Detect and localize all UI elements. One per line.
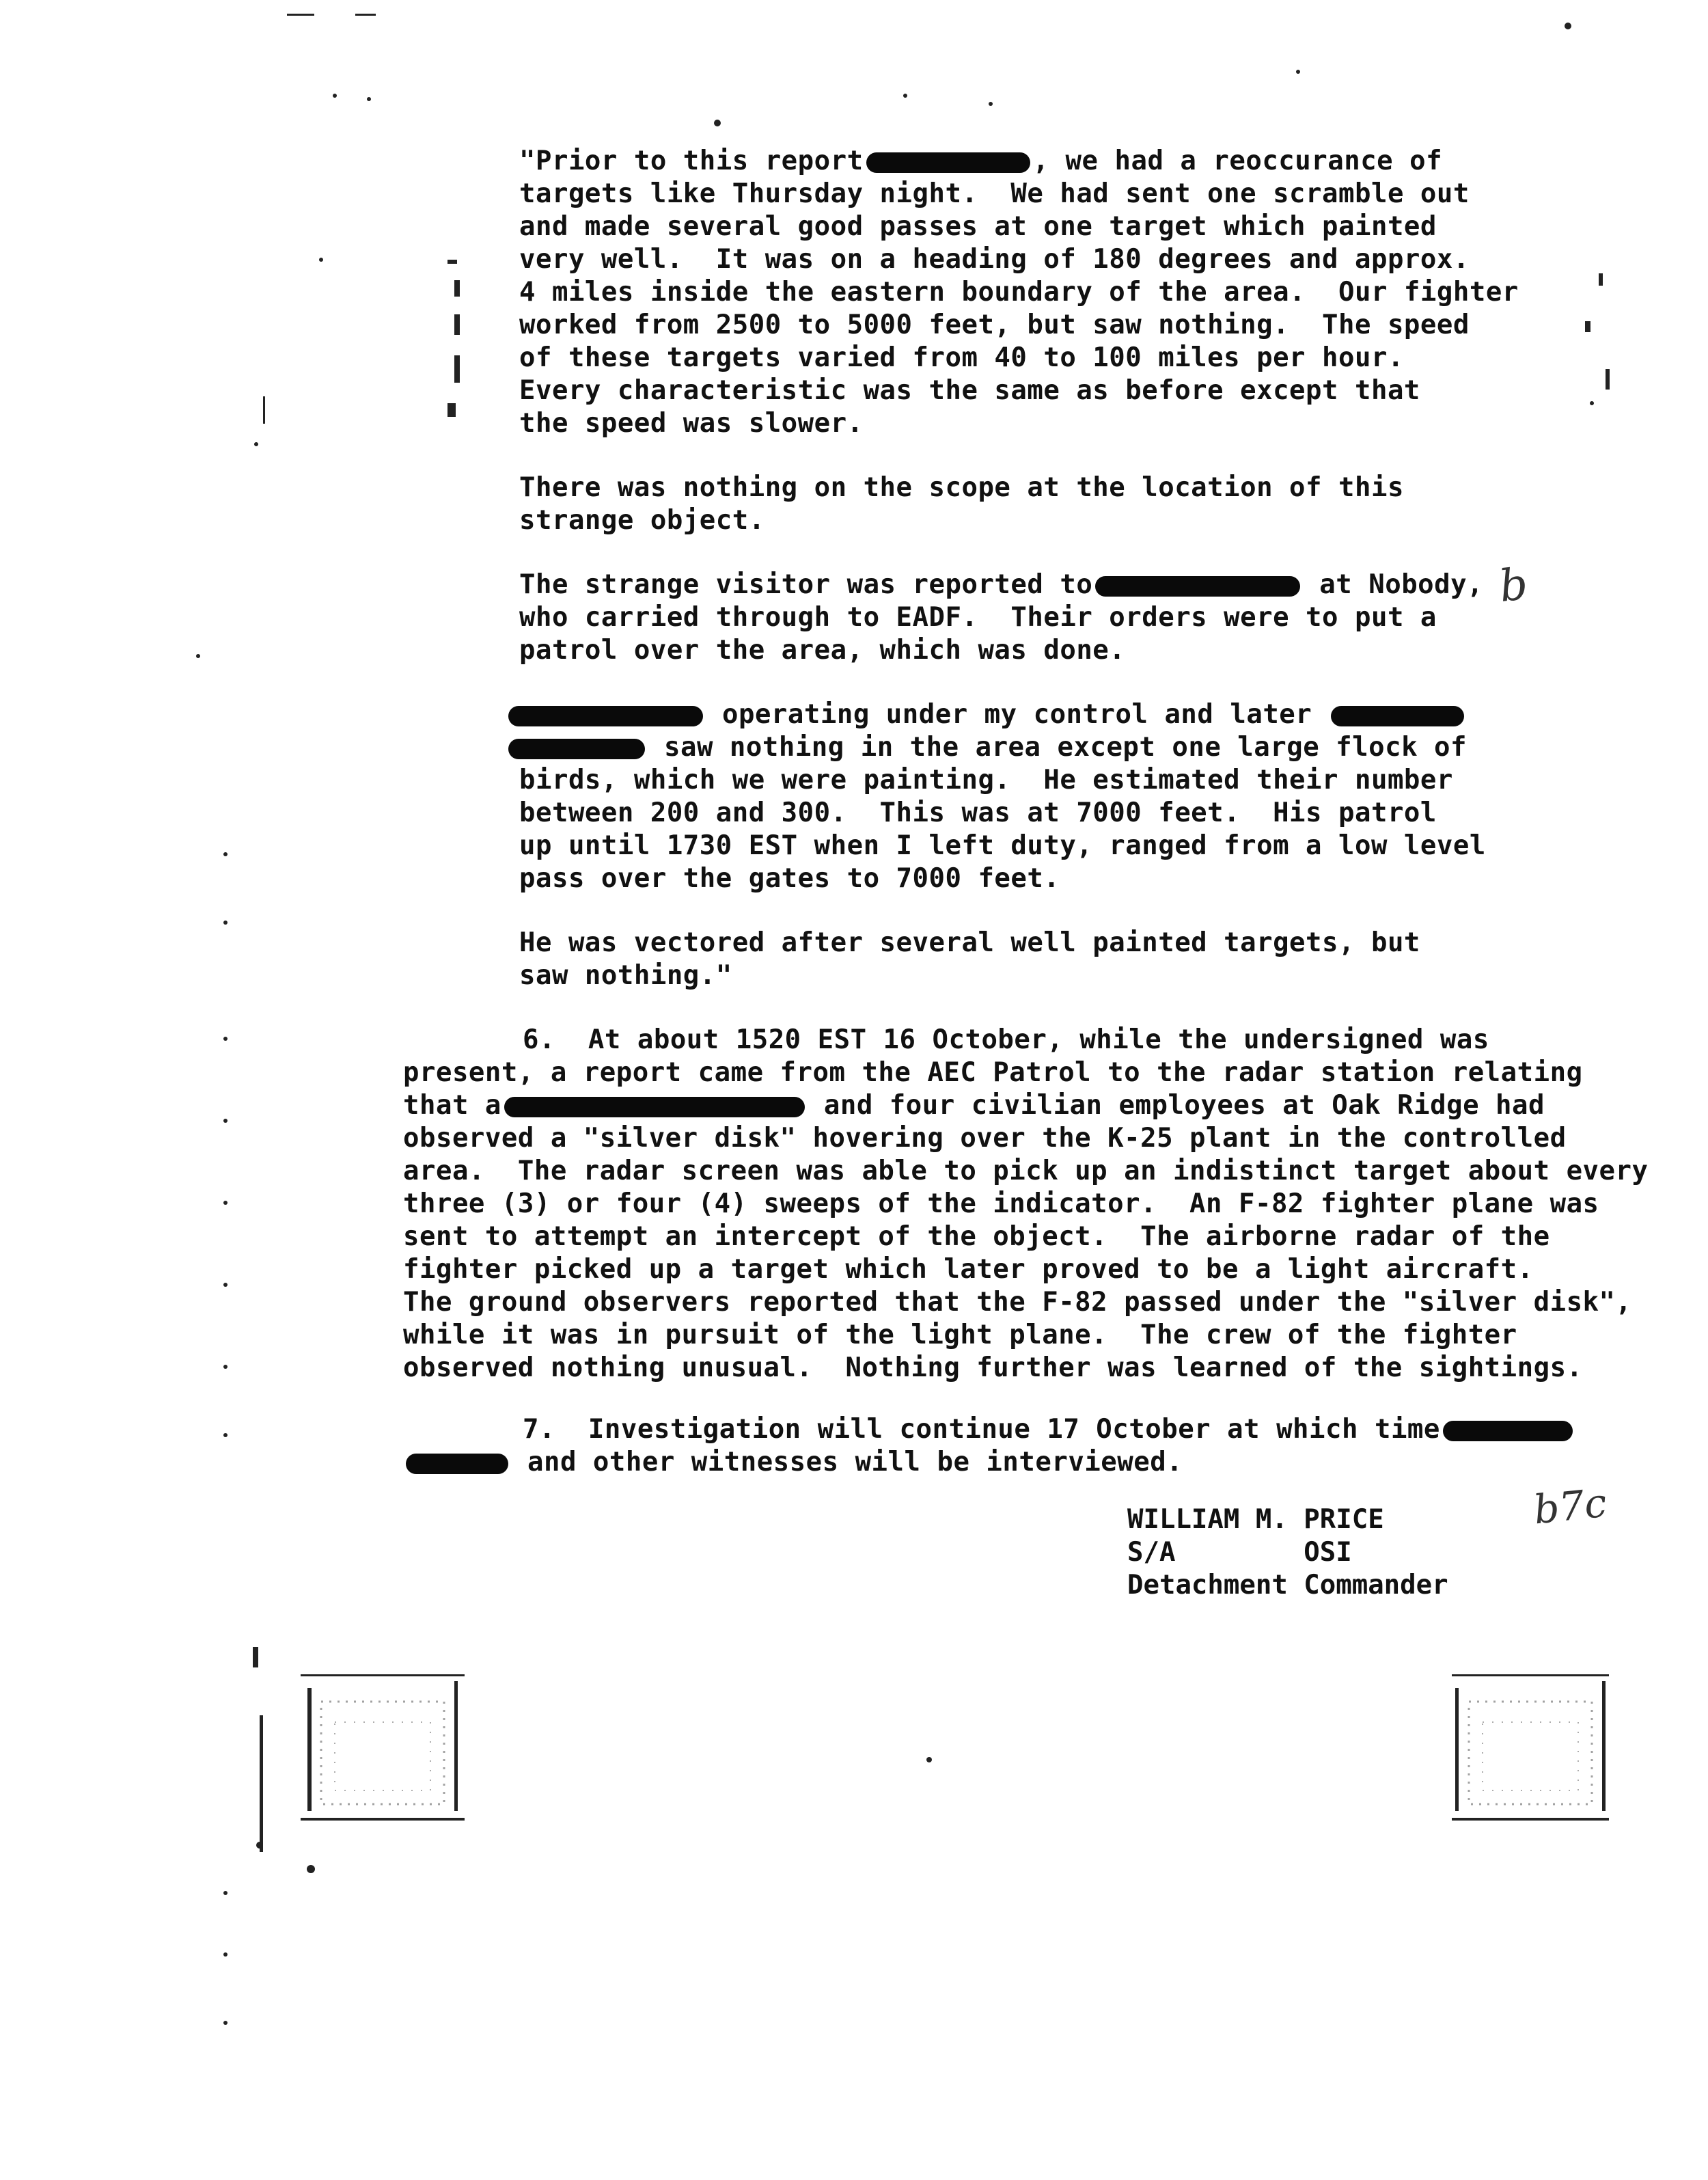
text-line: between 200 and 300. This was at 7000 feet. His patrol <box>519 798 1437 828</box>
text-line: Every characteristic was the same as before except that <box>519 375 1420 406</box>
text-line: There was nothing on the scope at the location of this <box>519 472 1404 503</box>
text-line: while it was in pursuit of the light plane. The crew of the fighter <box>403 1320 1517 1350</box>
text-line: worked from 2500 to 5000 feet, but saw nothing. The speed <box>519 310 1470 340</box>
text-line: three (3) or four (4) sweeps of the indicator. An F-82 fighter plane was <box>403 1188 1599 1219</box>
text-line: saw nothing." <box>519 960 732 991</box>
text-line: "Prior to this report , we had a reoccurance of <box>519 146 1443 176</box>
text-line: who carried through to EADF. Their orders were to put a <box>519 602 1437 633</box>
text-line: patrol over the area, which was done. <box>519 635 1126 666</box>
text-line: observed nothing unusual. Nothing further was learned of the sightings. <box>403 1352 1583 1383</box>
text-line: the speed was slower. <box>519 408 864 439</box>
handwritten-note: b7c <box>1531 1479 1609 1534</box>
text-line: The ground observers reported that the F-82 passed under the "silver disk", <box>403 1287 1632 1318</box>
text-line: very well. It was on a heading of 180 degrees and approx. <box>519 244 1470 275</box>
text-line: saw nothing in the area except one large flock of <box>506 731 1467 764</box>
text-line: strange object. <box>519 505 765 536</box>
handwritten-note: b <box>1497 559 1530 612</box>
text-line: sent to attempt an intercept of the object. The airborne radar of the <box>403 1221 1550 1252</box>
text-line: 7. Investigation will continue 17 October at which time <box>523 1413 1575 1446</box>
text-line: The strange visitor was reported to at Nobody, <box>519 569 1484 600</box>
text-line: of these targets varied from 40 to 100 miles per hour. <box>519 342 1404 373</box>
text-line: 6. At about 1520 EST 16 October, while the undersigned was <box>523 1024 1489 1055</box>
text-line: fighter picked up a target which later proved to be a light aircraft. <box>403 1254 1534 1285</box>
text-line: targets like Thursday night. We had sent one scramble out <box>519 178 1470 209</box>
text-line: birds, which we were painting. He estimated their number <box>519 765 1453 795</box>
text-line: and made several good passes at one target which painted <box>519 211 1437 242</box>
text-line: area. The radar screen was able to pick up an indistinct target about every <box>403 1156 1649 1186</box>
signature-title: Detachment Commander <box>1127 1570 1448 1600</box>
text-line: and other witnesses will be interviewed. <box>403 1446 1183 1479</box>
signature-rank-org: S/A OSI <box>1127 1537 1352 1568</box>
text-line: present, a report came from the AEC Patrol to the radar station relating <box>403 1057 1583 1088</box>
text-line: observed a "silver disk" hovering over the K-25 plant in the controlled <box>403 1123 1567 1154</box>
signature-name: WILLIAM M. PRICE <box>1127 1504 1384 1535</box>
text-line: that a and four civilian employees at Oak Ridge had <box>403 1090 1545 1121</box>
text-line: operating under my control and later <box>506 698 1467 731</box>
text-line: He was vectored after several well painted targets, but <box>519 927 1420 958</box>
text-line: up until 1730 EST when I left duty, ranged from a low level <box>519 830 1486 861</box>
text-line: 4 miles inside the eastern boundary of the area. Our fighter <box>519 277 1519 308</box>
text-line: pass over the gates to 7000 feet. <box>519 863 1060 894</box>
